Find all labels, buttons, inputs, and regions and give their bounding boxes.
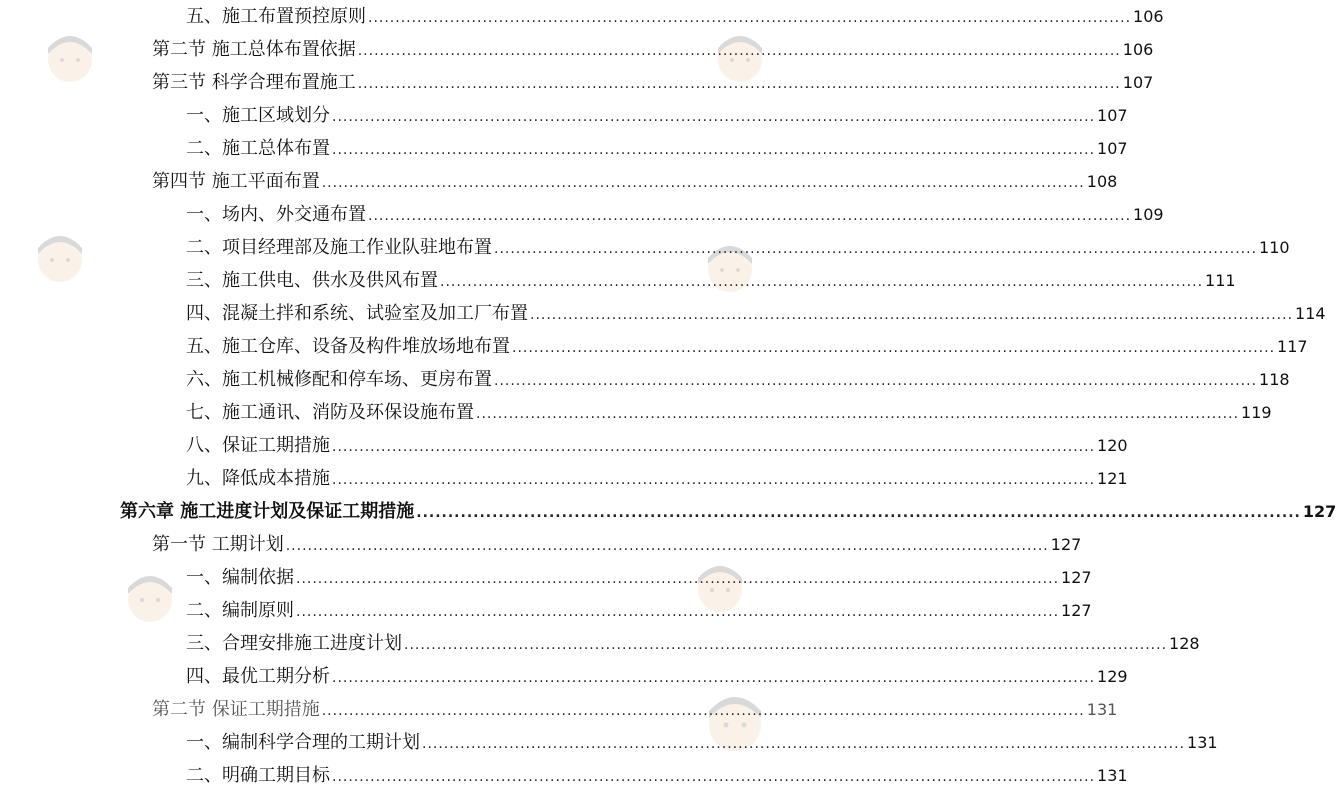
toc-entry-title: 八、保证工期措施	[186, 435, 330, 456]
toc-leader-dots: ............................................................................................................................................	[404, 637, 1168, 653]
toc-entry-page: 117	[1277, 337, 1308, 356]
toc-entry-page: 118	[1259, 370, 1290, 389]
toc-entry-title: 第六章 施工进度计划及保证工期措施	[120, 501, 415, 522]
toc-entry-page: 107	[1097, 106, 1128, 125]
toc-chapter-entry[interactable]	[120, 495, 1336, 528]
toc-entry-title: 五、施工仓库、设备及构件堆放场地布置	[186, 336, 510, 357]
toc-entry[interactable]	[186, 198, 1164, 231]
toc-entry[interactable]	[186, 462, 1128, 495]
toc-leader-dots: ............................................................................................................................................	[494, 241, 1258, 257]
toc-leader-dots: ............................................................................................................................................	[416, 505, 1301, 521]
toc-entry-page: 127	[1061, 568, 1092, 587]
toc-entry[interactable]	[186, 99, 1128, 132]
toc-entry-page: 127	[1302, 502, 1336, 521]
toc-entry-page: 106	[1122, 40, 1154, 59]
toc-leader-dots: ............................................................................................................................................	[368, 10, 1132, 26]
toc-entry-title: 二、编制原则	[186, 600, 294, 621]
toc-leader-dots: ............................................................................................................................................	[296, 604, 1060, 620]
toc-leader-dots: ............................................................................................................................................	[357, 76, 1121, 92]
toc-leader-dots: ............................................................................................................................................	[332, 769, 1096, 785]
toc-entry-title: 第二节 保证工期措施	[152, 699, 320, 720]
toc-entry[interactable]	[186, 660, 1128, 693]
toc-entry-title: 二、项目经理部及施工作业队驻地布置	[186, 237, 492, 258]
toc-entry-title: 三、施工供电、供水及供风布置	[186, 270, 438, 291]
toc-entry-page: 131	[1097, 766, 1128, 785]
toc-entry-title: 九、降低成本措施	[186, 468, 330, 489]
toc-entry-page: 111	[1205, 271, 1236, 290]
toc-entry[interactable]	[152, 33, 1154, 66]
toc-entry-page: 120	[1097, 436, 1128, 455]
toc-entry-title: 一、场内、外交通布置	[186, 204, 366, 225]
toc-entry[interactable]	[186, 429, 1128, 462]
toc-entry-page: 131	[1086, 700, 1118, 719]
toc-entry[interactable]	[186, 0, 1164, 33]
toc-entry-page: 110	[1259, 238, 1290, 257]
toc-entry-title: 一、编制依据	[186, 567, 294, 588]
toc-leader-dots: ............................................................................................................................................	[512, 340, 1276, 356]
toc-entry-page: 108	[1086, 172, 1118, 191]
toc-entry-title: 一、编制科学合理的工期计划	[186, 732, 420, 753]
toc-leader-dots: ............................................................................................................................................	[368, 208, 1132, 224]
toc-entry-title: 第二节 施工总体布置依据	[152, 39, 356, 60]
toc-leader-dots: ............................................................................................................................................	[476, 406, 1240, 422]
toc-leader-dots: ............................................................................................................................................	[285, 538, 1049, 554]
watermark-face-icon	[40, 30, 100, 100]
toc-entry[interactable]	[152, 693, 1118, 726]
toc-entry-page: 107	[1122, 73, 1154, 92]
toc-leader-dots: ............................................................................................................................................	[440, 274, 1204, 290]
toc-entry-title: 二、施工总体布置	[186, 138, 330, 159]
toc-leader-dots: ............................................................................................................................................	[494, 373, 1258, 389]
toc-entry-page: 131	[1187, 733, 1218, 752]
toc-entry[interactable]	[186, 297, 1326, 330]
toc-leader-dots: ............................................................................................................................................	[332, 109, 1096, 125]
toc-entry[interactable]	[186, 561, 1092, 594]
toc-entry[interactable]	[186, 396, 1272, 429]
toc-entry-title: 第一节 工期计划	[152, 534, 284, 555]
toc-entry-page: 106	[1133, 7, 1164, 26]
toc-entry[interactable]	[186, 330, 1308, 363]
toc-entry-title: 第四节 施工平面布置	[152, 171, 320, 192]
toc-leader-dots: ............................................................................................................................................	[332, 439, 1096, 455]
toc-entry-title: 四、最优工期分析	[186, 666, 330, 687]
toc-entry-page: 114	[1295, 304, 1326, 323]
toc-entry[interactable]	[186, 132, 1128, 165]
toc-entry-title: 二、明确工期目标	[186, 765, 330, 786]
toc-leader-dots: ............................................................................................................................................	[422, 736, 1186, 752]
toc-entry-title: 五、施工布置预控原则	[186, 6, 366, 27]
toc-entry[interactable]	[152, 165, 1118, 198]
toc-entry[interactable]	[186, 264, 1236, 297]
toc-entry-page: 128	[1169, 634, 1200, 653]
toc-entry-page: 119	[1241, 403, 1272, 422]
toc-entry[interactable]	[186, 594, 1092, 627]
toc-entry[interactable]	[186, 231, 1290, 264]
toc-entry-title: 四、混凝土拌和系统、试验室及加工厂布置	[186, 303, 528, 324]
toc-entry-page: 129	[1097, 667, 1128, 686]
toc-leader-dots: ............................................................................................................................................	[332, 472, 1096, 488]
watermark-face-icon	[30, 230, 90, 300]
toc-entry-page: 107	[1097, 139, 1128, 158]
toc-leader-dots: ............................................................................................................................................	[296, 571, 1060, 587]
toc-entry[interactable]	[186, 726, 1218, 759]
toc-entry-page: 127	[1050, 535, 1082, 554]
toc-leader-dots: ............................................................................................................................................	[357, 43, 1121, 59]
toc-entry[interactable]	[186, 363, 1290, 396]
toc-entry-page: 109	[1133, 205, 1164, 224]
toc-entry-title: 三、合理安排施工进度计划	[186, 633, 402, 654]
toc-leader-dots: ............................................................................................................................................	[332, 142, 1096, 158]
toc-entry[interactable]	[186, 759, 1128, 792]
toc-leader-dots: ............................................................................................................................................	[530, 307, 1294, 323]
toc-leader-dots: ............................................................................................................................................	[321, 703, 1085, 719]
toc-entry[interactable]	[186, 627, 1200, 660]
toc-entry-title: 六、施工机械修配和停车场、更房布置	[186, 369, 492, 390]
toc-entry[interactable]	[152, 66, 1154, 99]
toc-leader-dots: ............................................................................................................................................	[321, 175, 1085, 191]
toc-entry-title: 第三节 科学合理布置施工	[152, 72, 356, 93]
toc-entry-title: 一、施工区域划分	[186, 105, 330, 126]
watermark-face-icon	[120, 570, 180, 640]
toc-leader-dots: ............................................................................................................................................	[332, 670, 1096, 686]
toc-entry-title: 七、施工通讯、消防及环保设施布置	[186, 402, 474, 423]
toc-entry-page: 127	[1061, 601, 1092, 620]
toc-entry-page: 121	[1097, 469, 1128, 488]
toc-entry[interactable]	[152, 528, 1082, 561]
